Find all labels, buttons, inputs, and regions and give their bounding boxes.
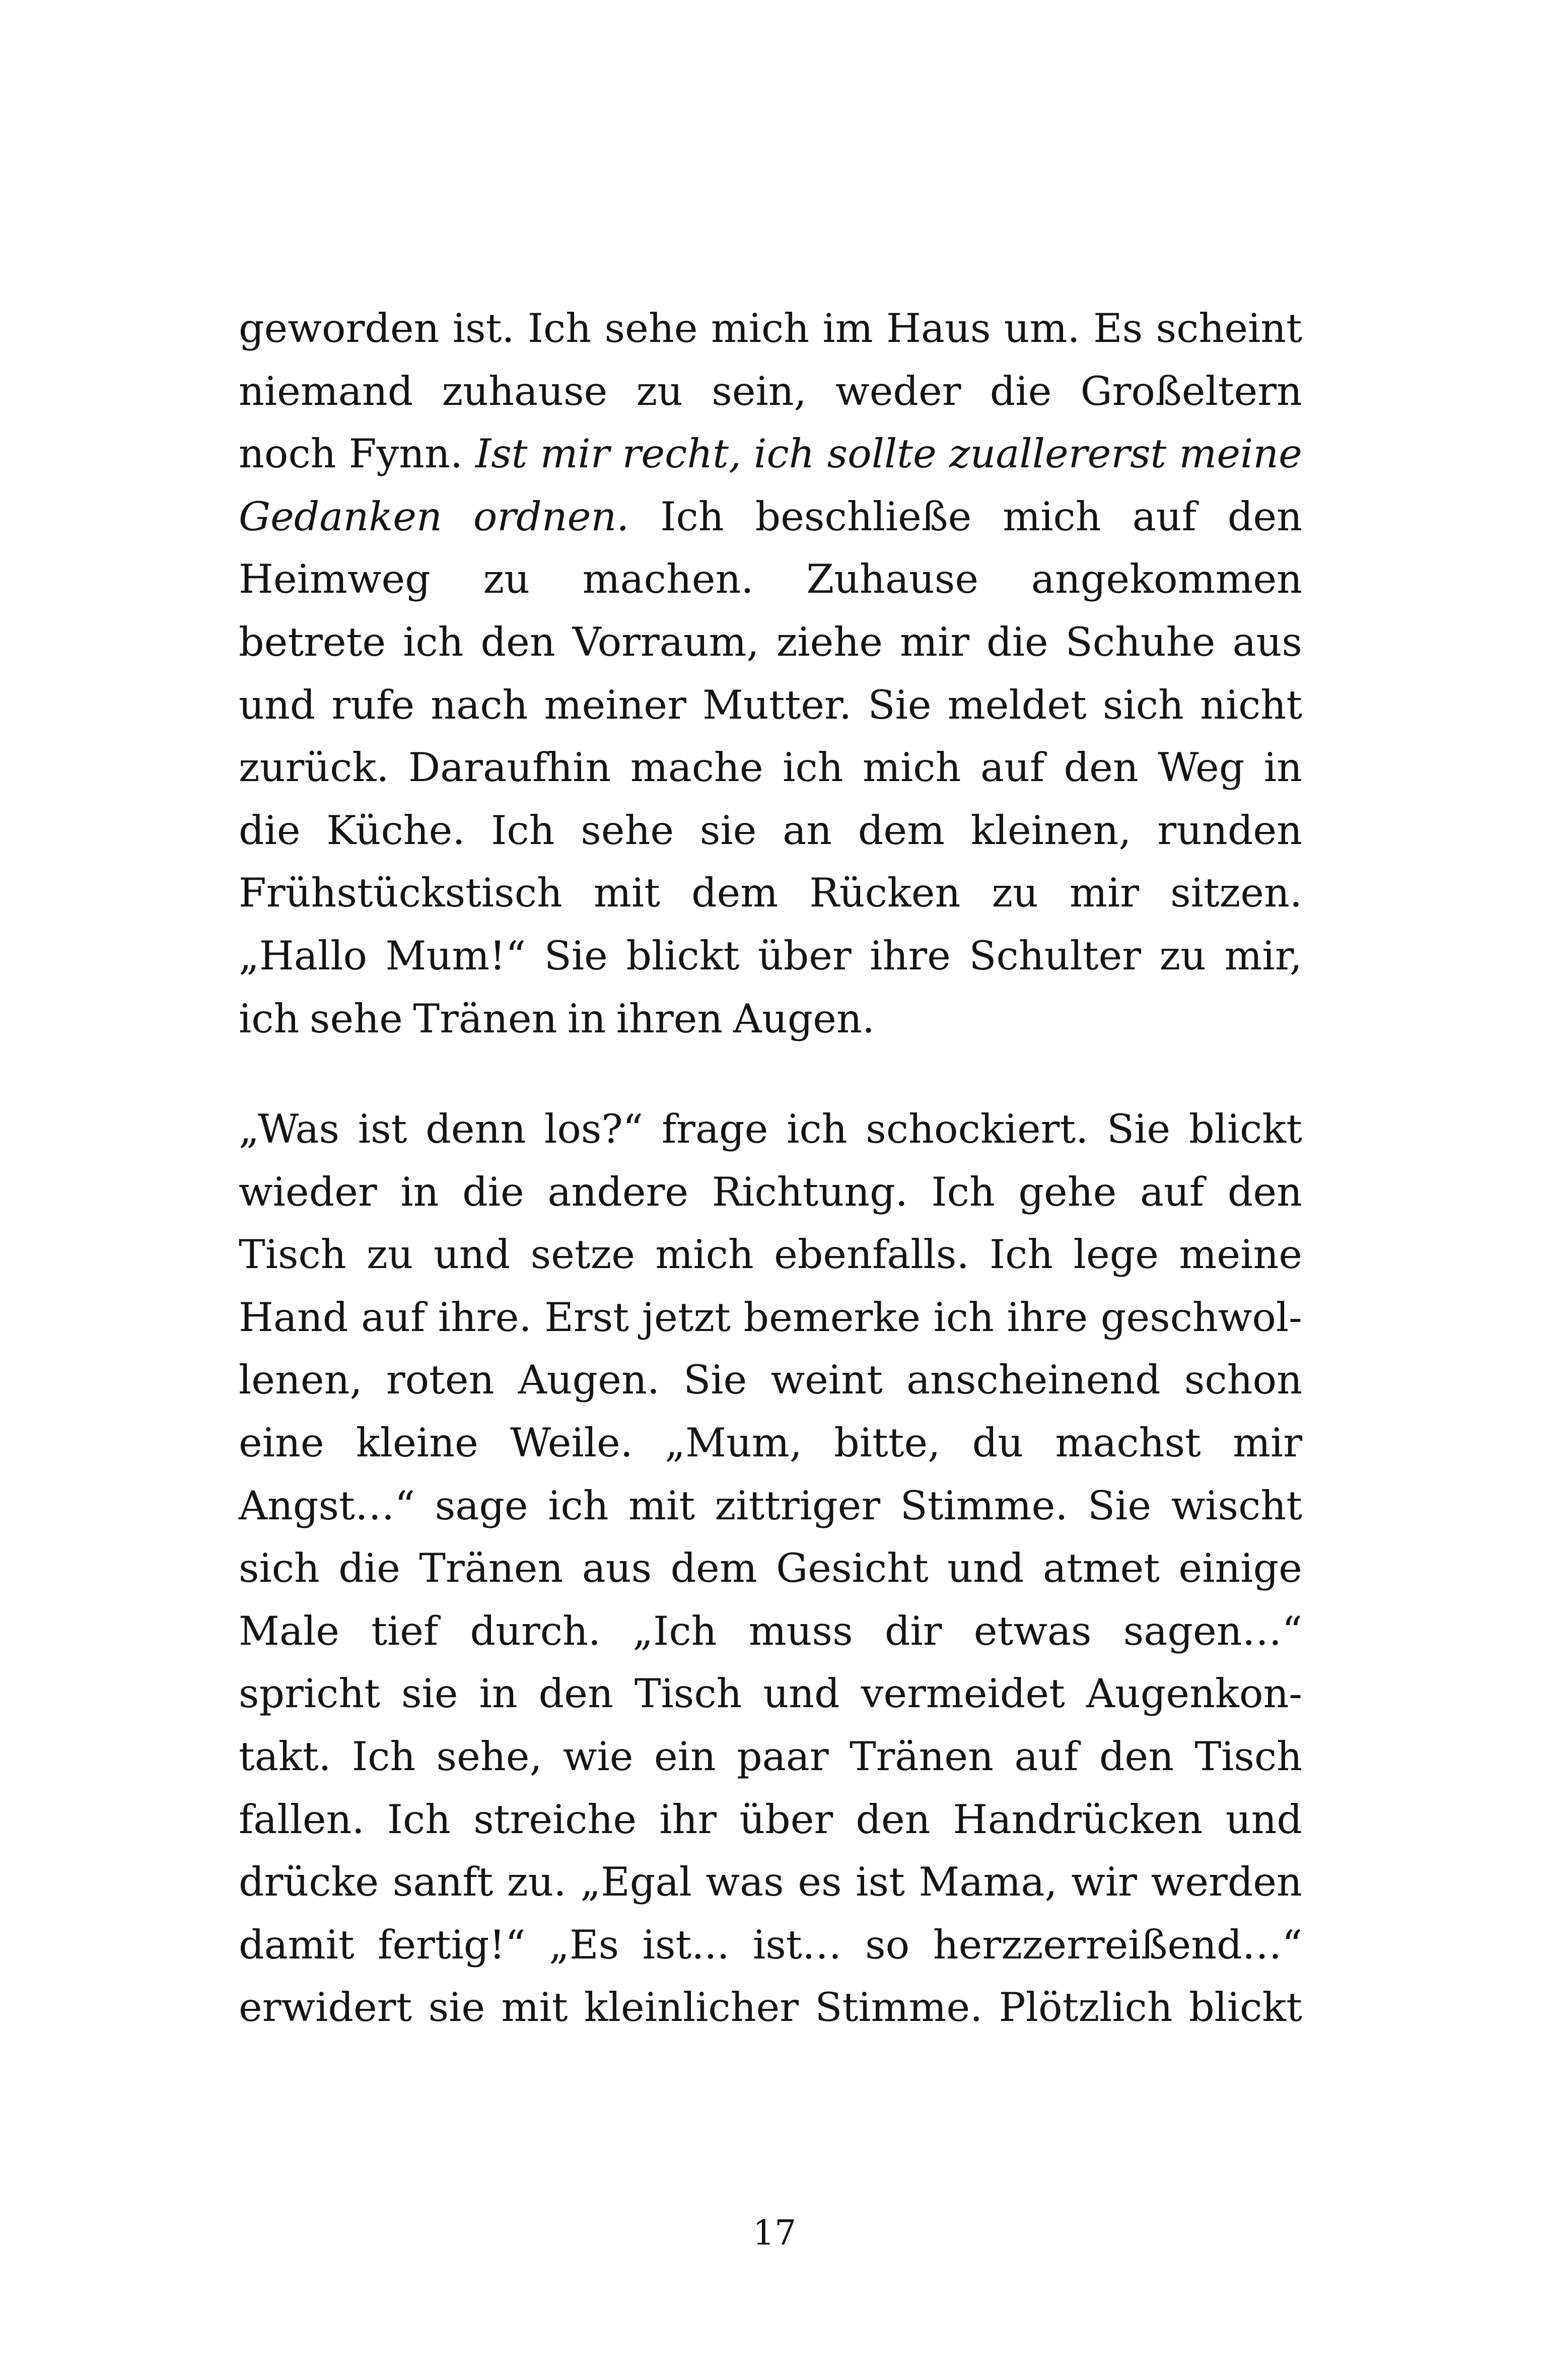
text-line: eine kleine Weile. „Mum, bitte, du machst mir xyxy=(239,1419,1302,1466)
text-line: takt. Ich sehe, wie ein paar Tränen auf den Tisch xyxy=(239,1733,1302,1780)
text-line: wieder in die andere Richtung. Ich gehe auf den xyxy=(239,1168,1302,1215)
text-line: „Was ist denn los?“ frage ich schockiert. Sie blickt xyxy=(239,1106,1302,1152)
text-line: Frühstückstisch mit dem Rücken zu mir sitzen. xyxy=(239,870,1302,917)
text-line: damit fertig!“ „Es ist... ist… so herzzerreißend…“ xyxy=(239,1921,1302,1968)
text-line: Heimweg zu machen. Zuhause angekommen xyxy=(239,556,1302,603)
text-line: spricht sie in den Tisch und vermeidet Augenkon- xyxy=(239,1670,1302,1717)
paragraph-2 xyxy=(239,1098,1302,2039)
text-line: und rufe nach meiner Mutter. Sie meldet sich nicht xyxy=(239,681,1302,728)
text-line: Gedanken ordnen. Ich beschließe mich auf den xyxy=(239,493,1302,540)
text-line: „Hallo Mum!“ Sie blickt über ihre Schulter zu mir, xyxy=(239,932,1302,979)
text-line: niemand zuhause zu sein, weder die Großeltern xyxy=(239,368,1302,414)
text-line: ich sehe Tränen in ihren Augen. xyxy=(239,995,875,1042)
paragraph-1 xyxy=(239,297,1302,1050)
text-line: drücke sanft zu. „Egal was es ist Mama, wir werden xyxy=(239,1859,1302,1906)
page-number: 17 xyxy=(752,2213,797,2253)
text-line: Angst…“ sage ich mit zittriger Stimme. Sie wischt xyxy=(239,1482,1302,1529)
text-line: sich die Tränen aus dem Gesicht und atmet einige xyxy=(239,1545,1302,1592)
text-line: Male tief durch. „Ich muss dir etwas sagen…“ xyxy=(239,1607,1302,1654)
text-line: zurück. Daraufhin mache ich mich auf den Weg in xyxy=(239,744,1302,791)
text-line: fallen. Ich streiche ihr über den Handrücken und xyxy=(239,1796,1302,1843)
text-line: lenen, roten Augen. Sie weint anscheinend schon xyxy=(239,1357,1302,1404)
text-line: die Küche. Ich sehe sie an dem kleinen, runden xyxy=(239,807,1302,854)
text-line: noch Fynn. Ist mir recht, ich sollte zuallererst meine xyxy=(239,431,1302,477)
text-line: erwidert sie mit kleinlicher Stimme. Plötzlich blickt xyxy=(239,1984,1302,2031)
text-line: geworden ist. Ich sehe mich im Haus um. Es scheint xyxy=(239,305,1302,352)
text-line: Tisch zu und setze mich ebenfalls. Ich lege meine xyxy=(239,1231,1302,1278)
text-line: betrete ich den Vorraum, ziehe mir die Schuhe aus xyxy=(239,618,1302,665)
text-line: Hand auf ihre. Erst jetzt bemerke ich ihre geschwol- xyxy=(239,1294,1302,1341)
